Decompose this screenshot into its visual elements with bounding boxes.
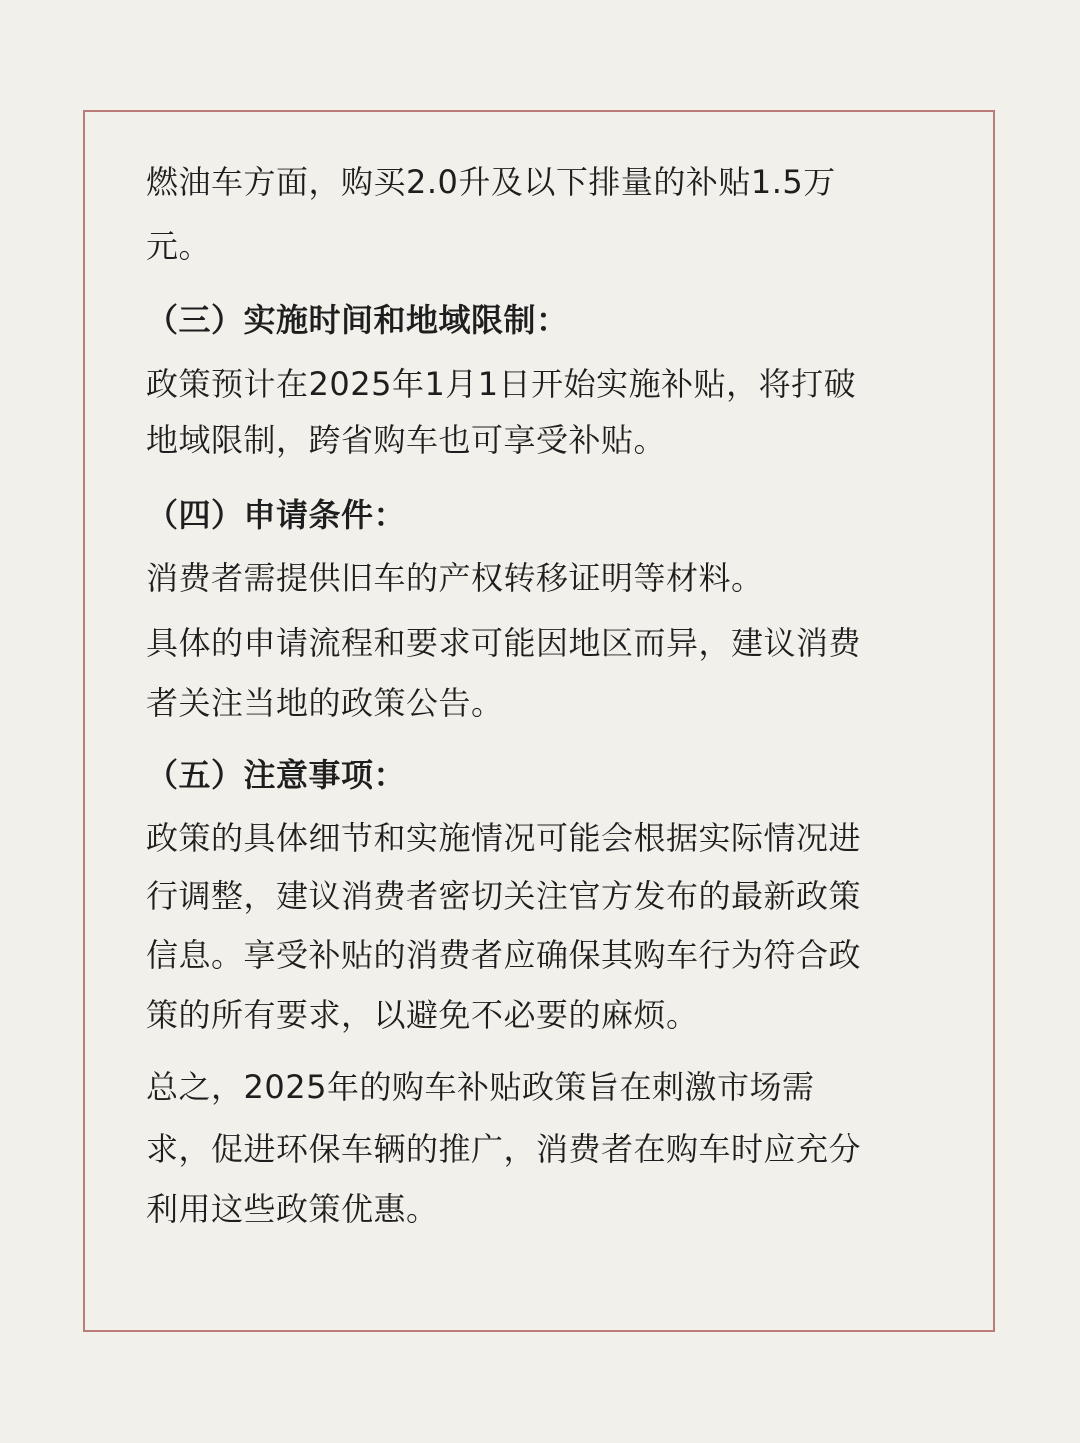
body-line: 政策预计在2025年1月1日开始实施补贴，将打破 <box>146 365 857 403</box>
body-line: 总之，2025年的购车补贴政策旨在刺激市场需 <box>146 1068 815 1106</box>
section-heading: （五）注意事项： <box>146 756 407 794</box>
body-line: 消费者需提供旧车的产权转移证明等材料。 <box>146 559 764 597</box>
body-line: 策的所有要求，以避免不必要的麻烦。 <box>146 996 699 1034</box>
body-line: 政策的具体细节和实施情况可能会根据实际情况进 <box>146 819 862 857</box>
section-heading: （三）实施时间和地域限制： <box>146 301 569 339</box>
body-line: 者关注当地的政策公告。 <box>146 684 504 722</box>
body-line: 元。 <box>146 227 212 265</box>
body-line: 利用这些政策优惠。 <box>146 1190 439 1228</box>
body-line: 行调整，建议消费者密切关注官方发布的最新政策 <box>146 877 862 915</box>
body-line: 求，促进环保车辆的推广，消费者在购车时应充分 <box>146 1130 862 1168</box>
body-line: 具体的申请流程和要求可能因地区而异，建议消费 <box>146 624 862 662</box>
body-line: 地域限制，跨省购车也可享受补贴。 <box>146 421 667 459</box>
body-line: 信息。享受补贴的消费者应确保其购车行为符合政 <box>146 936 862 974</box>
section-heading: （四）申请条件： <box>146 496 407 534</box>
body-line: 燃油车方面，购买2.0升及以下排量的补贴1.5万 <box>146 163 836 201</box>
